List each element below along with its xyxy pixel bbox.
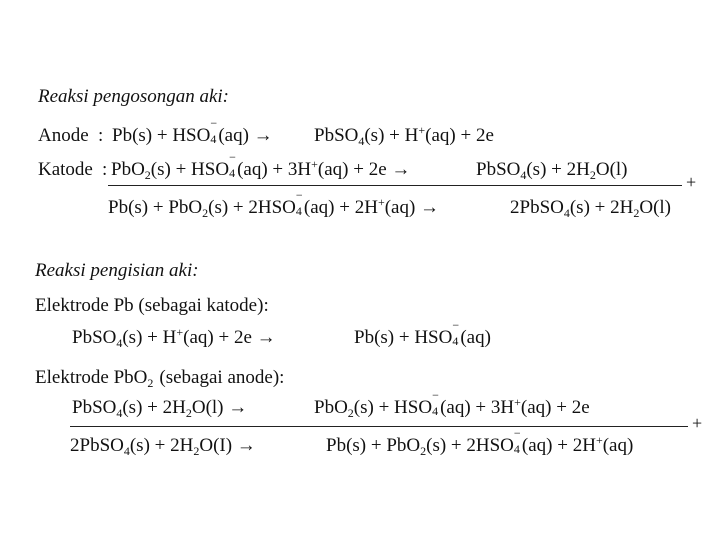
cathode-label: Katode xyxy=(38,159,93,180)
anode-label: Anode xyxy=(38,125,89,146)
discharge-sum-rule xyxy=(108,185,682,186)
pb-electrode-reactants: PbSO$_4$(s) + H+(aq) + 2e → xyxy=(72,325,276,350)
discharge-overall-reactants: Pb(s) + PbO$_2$(s) + 2HSO − 4 (aq) + 2H+(aq) → xyxy=(108,188,440,220)
anode-reactants: Pb(s) + HSO − 4 (aq) → xyxy=(112,116,273,146)
charge-overall-reactants: 2PbSO$_4$(s) + $2H_2O(I)$ → xyxy=(70,435,256,458)
charge-plus-sign: + xyxy=(692,413,703,433)
pbo2-electrode-label: Elektrode PbO$_2$ (sebagai anode): xyxy=(35,367,285,390)
charge-title: Reaksi pengisian aki: xyxy=(35,260,199,281)
pbo2-electrode-reactants: PbSO$_4$(s) + $2H_2O(l)$ → xyxy=(72,397,248,420)
cathode-colon: : xyxy=(102,159,108,180)
pb-electrode-products: Pb(s) + HSO − 4 (aq) xyxy=(354,318,491,348)
anode-products: PbSO$_4$(s) + H+(aq) + 2e xyxy=(314,123,494,148)
pbo2-electrode-products: PbO$_2$(s) + HSO − 4 (aq) + 3H+(aq) + 2e xyxy=(314,388,590,420)
discharge-plus-sign: + xyxy=(686,172,697,192)
anode-colon: : xyxy=(98,125,104,146)
cathode-products: PbSO$_4$(s) + $2H_2O(l)$ xyxy=(476,159,628,182)
cathode-reactants: PbO$_2$(s) + HSO − 4 (aq) + 3H+(aq) + 2e → xyxy=(111,150,411,182)
discharge-title: Reaksi pengosongan aki: xyxy=(38,86,230,107)
charge-overall-products: Pb(s) + PbO$_2$(s) + 2HSO − 4 (aq) + 2H+(aq) xyxy=(326,426,634,458)
charge-sum-rule xyxy=(70,426,688,427)
discharge-overall-products: 2PbSO$_4$(s) + $2H_2O(l)$ xyxy=(510,197,672,220)
pb-electrode-label: Elektrode Pb (sebagai katode): xyxy=(35,295,269,316)
